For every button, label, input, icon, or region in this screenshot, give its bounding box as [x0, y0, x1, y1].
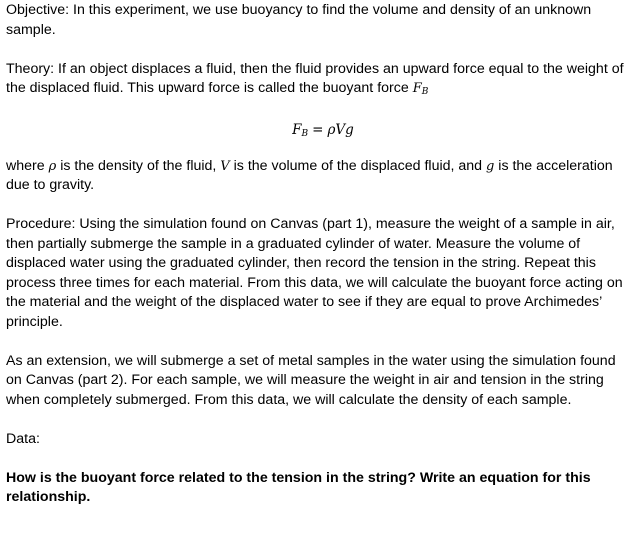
spacer	[6, 140, 634, 157]
document	[6, 1, 634, 508]
equation-lhs: $F_B$	[292, 121, 309, 139]
spacer	[6, 449, 634, 469]
spacer	[6, 103, 634, 120]
question-paragraph: How is the buoyant force related to the tension in the string? Write an equation for this relationship.	[6, 469, 591, 505]
buoyant-force-symbol: $F_B$	[412, 81, 429, 97]
buoyancy-equation	[6, 120, 634, 140]
rho-symbol: ρ	[48, 158, 57, 174]
data-label: Data:	[6, 430, 40, 447]
equation-rhs: ρVg	[327, 121, 354, 138]
theory-text: Theory: If an object displaces a fluid, then the fluid provides an upward force equal to the weight of the displaced fluid. This upward force is called the buoyant force	[6, 60, 624, 96]
volume-symbol: V	[220, 158, 230, 174]
gravity-symbol: g	[486, 158, 495, 174]
objective-paragraph: Objective: In this experiment, we use buoyancy to find the volume and density of an unknown sample.	[6, 2, 592, 38]
spacer	[6, 40, 634, 60]
procedure-paragraph: Procedure: Using the simulation found on Canvas (part 1), measure the weight of a sample in air, then partially submerge the sample in a graduated cylinder of water. Measure the volume of displaced water using the graduated cylinder, then record the tension in the string. Repeat this process three times for each material. From this data, we will calculate the buoyant force acting on the material and the weight of the displaced water to see if they are equal to prove Archimedes’ principle.	[6, 216, 623, 330]
spacer	[6, 410, 634, 430]
spacer	[6, 196, 634, 216]
extension-paragraph: As an extension, we will submerge a set of metal samples in the water using the simulation found on Canvas (part 2). For each sample, we will measure the weight in air and tension in the string when completely submerged. From this data, we will calculate the density of each sample.	[6, 352, 616, 408]
equation-operator: =	[312, 121, 324, 138]
where-paragraph: where ρ is the density of the fluid, V is the volume of the displaced fluid, and g is the acceleration due to gravity.	[6, 157, 613, 193]
spacer	[6, 332, 634, 352]
theory-paragraph	[6, 60, 634, 103]
